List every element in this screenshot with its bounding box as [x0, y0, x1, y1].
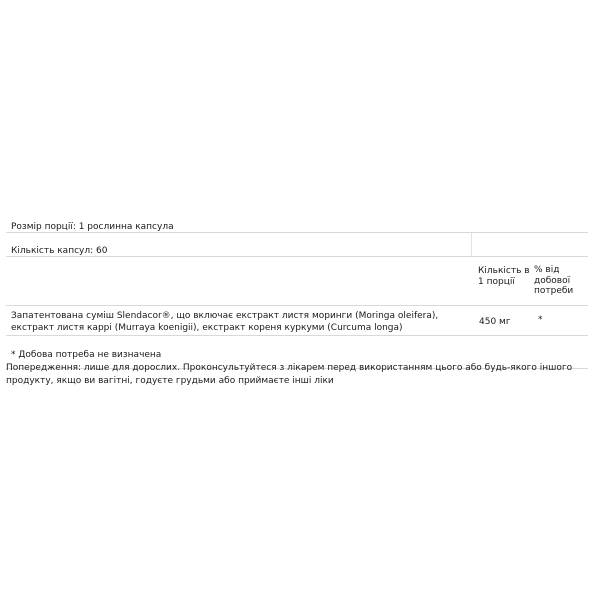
amount-per-serving-header: Кількість в 1 порції	[478, 266, 530, 287]
ingredient-daily-value: *	[538, 315, 543, 325]
ingredient-amount: 450 мг	[479, 317, 511, 327]
serving-size-row	[6, 207, 588, 233]
ingredient-row	[6, 306, 588, 336]
warning-text: Попередження: лише для дорослих. Проконсультуйтеся з лікарем перед використанням цього або будь-якого іншого продукту, якщо ви вагітні, годуєте грудьми або приймаєте інші ліки	[6, 363, 573, 386]
supplement-facts-table	[6, 207, 588, 369]
ingredient-name: Запатентована суміш Slendacor®, що включає екстракт листя моринги (Moringa oleifera), екстракт листя каррі (Murraya koenigii), екстракт кореня куркуми (Curcuma longa)	[11, 311, 439, 333]
servings-count-text: Кількість капсул: 60	[11, 246, 108, 256]
column-divider	[471, 233, 472, 256]
serving-size-text: Розмір порції: 1 рослинна капсула	[11, 222, 174, 232]
servings-count-row	[6, 233, 588, 257]
footnote-text: * Добова потреба не визначена	[11, 350, 162, 360]
table-header-row	[6, 257, 588, 306]
daily-value-header: % від добової потреби	[534, 265, 574, 296]
